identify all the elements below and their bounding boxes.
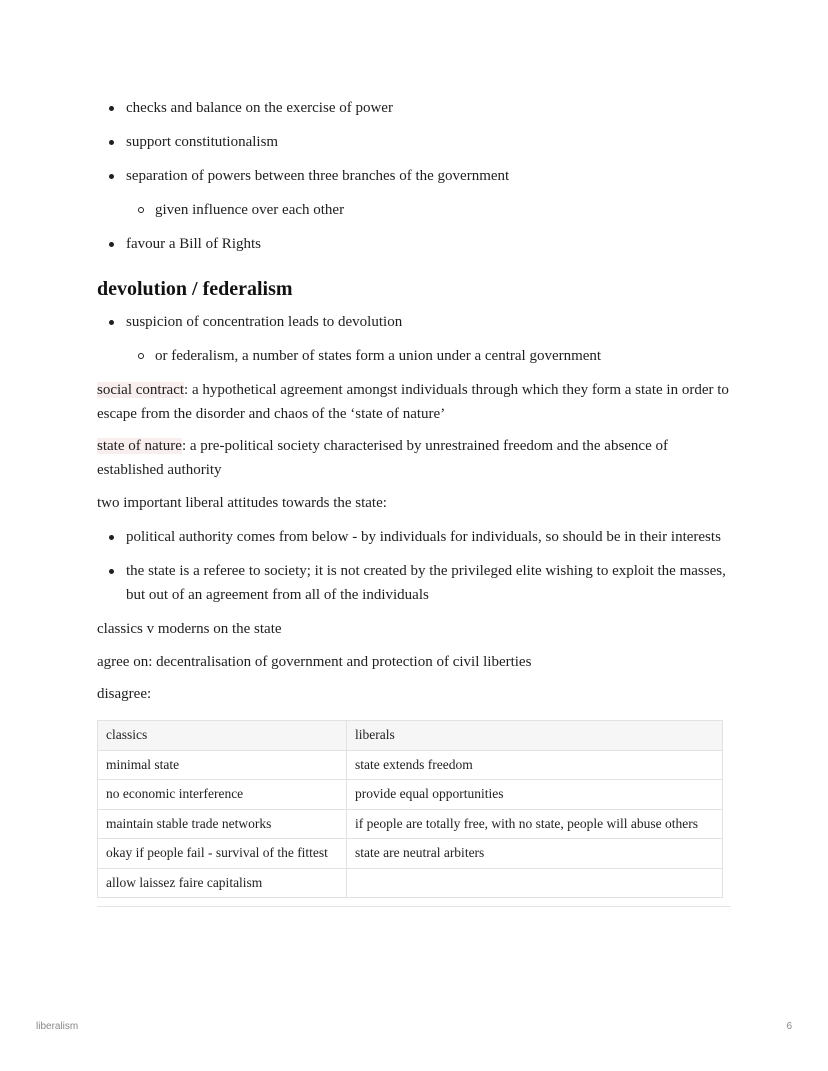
table-cell: minimal state xyxy=(98,750,347,780)
table-row xyxy=(98,780,723,810)
comparison-table xyxy=(97,720,723,898)
list-item: checks and balance on the exercise of power xyxy=(97,96,737,120)
table-cell: maintain stable trade networks xyxy=(98,809,347,839)
list-item: support constitutionalism xyxy=(97,130,737,154)
document-page xyxy=(97,96,737,907)
sub-list-item: given influence over each other xyxy=(97,198,737,222)
table-cell: no economic interference xyxy=(98,780,347,810)
list-item: the state is a referee to society; it is not created by the privileged elite wishing to exploit the masses, but out of an agreement from all of the individuals xyxy=(97,559,737,607)
sub-list-item: or federalism, a number of states form a union under a central government xyxy=(97,344,737,368)
page-number: 6 xyxy=(786,1021,792,1032)
table-row xyxy=(98,839,723,869)
table-cell: allow laissez faire capitalism xyxy=(98,868,347,898)
table-row xyxy=(98,809,723,839)
social-contract-term: social contract xyxy=(97,382,185,398)
social-contract-definition xyxy=(97,378,737,426)
table-row xyxy=(98,868,723,898)
social-contract-text: : a hypothetical agreement amongst individuals through which they form a state in order to escape from the disorder and chaos of the ‘state of nature’ xyxy=(97,382,729,422)
state-of-nature-text: : a pre-political society characterised by unrestrained freedom and the absence of established authority xyxy=(97,438,668,478)
comparison-title: classics v moderns on the state xyxy=(97,621,282,637)
devolution-bullet-list xyxy=(97,310,737,368)
list-item: separation of powers between three branches of the government xyxy=(97,164,737,188)
section-heading: devolution / federalism xyxy=(97,278,293,300)
list-item: favour a Bill of Rights xyxy=(97,232,737,256)
attitudes-intro: two important liberal attitudes towards the state: xyxy=(97,495,387,511)
divider xyxy=(97,906,731,907)
table-header-cell: liberals xyxy=(347,721,723,751)
table-header-row xyxy=(98,721,723,751)
table-cell: if people are totally free, with no state, people will abuse others xyxy=(347,809,723,839)
table-cell: state extends freedom xyxy=(347,750,723,780)
agree-line: agree on: decentralisation of government and protection of civil liberties xyxy=(97,654,532,670)
disagree-line: disagree: xyxy=(97,686,152,702)
state-of-nature-definition xyxy=(97,434,737,482)
state-of-nature-term: state of nature xyxy=(97,438,182,454)
table-cell: state are neutral arbiters xyxy=(347,839,723,869)
list-item: suspicion of concentration leads to devolution xyxy=(97,310,737,334)
table-cell: okay if people fail - survival of the fittest xyxy=(98,839,347,869)
table-header-cell: classics xyxy=(98,721,347,751)
table-cell: provide equal opportunities xyxy=(347,780,723,810)
table-row xyxy=(98,750,723,780)
footer-title: liberalism xyxy=(36,1021,79,1032)
table-cell xyxy=(347,868,723,898)
list-item: political authority comes from below - by individuals for individuals, so should be in their interests xyxy=(97,525,737,549)
top-bullet-list xyxy=(97,96,737,256)
attitudes-bullet-list xyxy=(97,525,737,607)
